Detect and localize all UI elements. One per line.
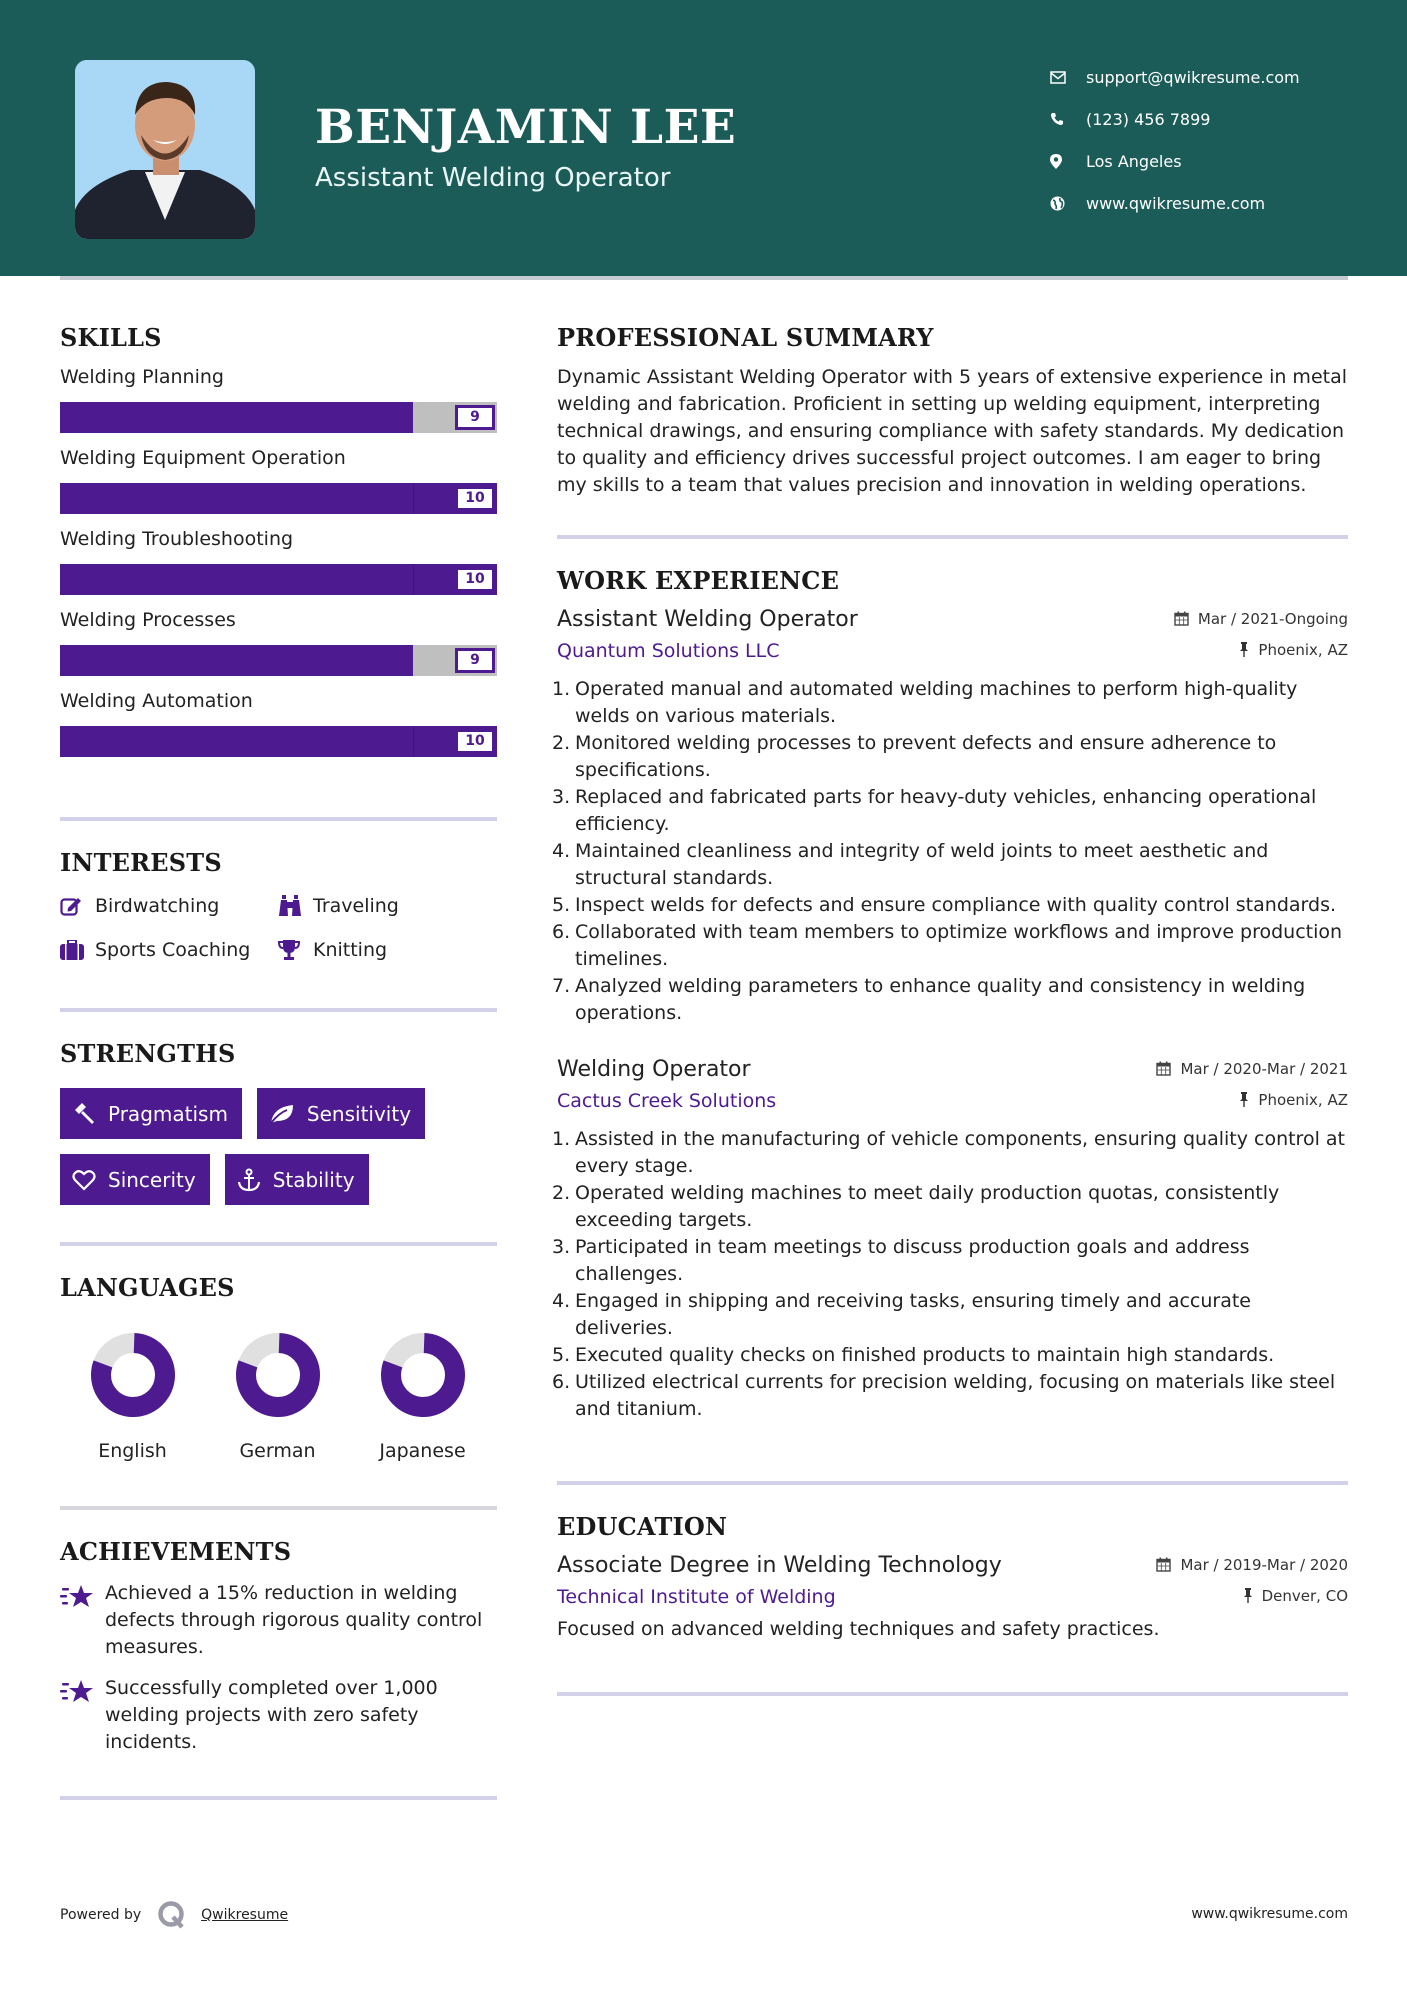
contact-location-text: Los Angeles [1086,151,1182,171]
pushpin-icon [1239,1092,1249,1107]
skill-bar [60,402,497,433]
section-divider [60,817,497,821]
heart-icon [72,1169,96,1191]
summary-text: Dynamic Assistant Welding Operator with 5 years of extensive experience in metal welding and fabrication. Proficient in setting up welding equipment, interpreting technical drawings, and ensuring compliance with safety standards. My dedication to quality and efficiency drives successful project outcomes. I am eager to bring my skills to a team that values precision and innovation in welding operations. [557,366,1348,496]
interest-label: Knitting [313,939,388,961]
left-column [60,300,497,1800]
education-section [557,1512,1348,1640]
powered-by-label: Powered by [60,1907,142,1923]
leaf-icon [269,1103,295,1125]
skill-bar-segment [413,564,414,595]
interest-item [60,935,278,965]
job-bullet: 2. Monitored welding processes to prevent defects and ensure adherence to specifications. [552,732,1277,781]
interest-label: Birdwatching [95,895,220,917]
skill-bar-segment [413,483,414,514]
job-bullet: 1. Assisted in the manufacturing of vehicle components, ensuring quality control at every stage. [552,1128,1345,1177]
pushpin-icon [1239,642,1249,657]
job-title: Assistant Welding Operator [557,607,858,632]
contact-website-text: www.qwikresume.com [1086,193,1266,213]
calendar-icon [1156,1061,1171,1076]
job-location [1239,641,1348,659]
job-bullets [552,676,1348,1027]
achievements-section [60,1537,497,1756]
globe-icon [1050,196,1086,211]
candidate-name: BENJAMIN LEE [315,100,737,155]
skill-bar [60,645,497,676]
language-level-donut [235,1332,321,1418]
job-location-text: Phoenix, AZ [1258,1090,1348,1109]
contact-email-text: support@qwikresume.com [1086,67,1300,87]
resume-header [0,0,1407,276]
achievements-title: ACHIEVEMENTS [60,1537,292,1566]
education-description: Focused on advanced welding techniques and safety practices. [557,1618,1160,1640]
skill-label: Welding Equipment Operation [60,447,346,469]
contact-email[interactable] [1050,56,1300,98]
footer-website-link[interactable]: www.qwikresume.com [1191,1906,1348,1922]
language-label: English [98,1440,167,1462]
map-pin-icon [1050,154,1086,169]
skill-bar [60,564,497,595]
pushpin-icon [1243,1588,1253,1603]
section-divider [557,535,1348,539]
edit-icon [60,895,95,917]
language-item [60,1332,205,1462]
header-divider [60,276,1348,280]
job-dates-text: Mar / 2021-Ongoing [1197,609,1348,628]
skill-item [60,609,497,676]
education-location-text: Denver, CO [1261,1586,1348,1605]
job-bullet: 6. Utilized electrical currents for precision welding, focusing on materials like steel and titanium. [552,1371,1336,1420]
job-bullet: 1. Operated manual and automated welding machines to perform high-quality welds on various materials. [552,678,1298,727]
job-entry [552,607,1348,1027]
skills-section [60,323,497,757]
trophy-icon [278,939,313,961]
contact-list [1050,56,1300,224]
skill-bar [60,483,497,514]
calendar-icon [1174,611,1189,626]
company-name: Quantum Solutions LLC [557,640,780,662]
section-divider [557,1692,1348,1696]
contact-website[interactable] [1050,182,1300,224]
interest-label: Traveling [313,895,399,917]
degree-title: Associate Degree in Welding Technology [557,1553,1002,1578]
language-item [350,1332,495,1462]
strength-label: Stability [272,1167,355,1192]
experience-section [552,566,1348,1423]
skills-title: SKILLS [60,323,162,352]
skill-score: 9 [455,405,495,430]
job-bullet: 4. Maintained cleanliness and integrity of weld joints to meet aesthetic and structural standards. [552,840,1269,889]
achievement-text: Successfully completed over 1,000 welding projects with zero safety incidents. [105,1677,438,1753]
summary-title: PROFESSIONAL SUMMARY [557,323,934,352]
qwikresume-link[interactable]: Qwikresume [201,1907,289,1923]
language-level-donut [380,1332,466,1418]
profile-photo [75,60,255,239]
education-title: EDUCATION [557,1512,728,1541]
strength-badge [60,1154,210,1205]
job-bullets [552,1126,1348,1423]
education-dates [1156,1556,1348,1574]
languages-title: LANGUAGES [60,1273,235,1302]
language-label: German [239,1440,316,1462]
skill-bar [60,726,497,757]
section-divider [557,1481,1348,1485]
section-divider [60,1008,497,1012]
footer-powered-by [60,1900,288,1930]
summary-section [557,323,1348,499]
interests-section [60,848,497,965]
interest-item [278,891,478,921]
job-bullet: 4. Engaged in shipping and receiving tasks, ensuring timely and accurate deliveries. [552,1290,1251,1339]
contact-phone[interactable] [1050,98,1300,140]
interests-title: INTERESTS [60,848,222,877]
education-dates-text: Mar / 2019-Mar / 2020 [1180,1555,1348,1574]
job-bullet: 5. Executed quality checks on finished products to maintain high standards. [552,1344,1275,1366]
strengths-section [60,1039,497,1205]
job-bullet: 2. Operated welding machines to meet daily production quotas, consistently exceeding targets. [552,1182,1280,1231]
job-location-text: Phoenix, AZ [1258,640,1348,659]
section-divider [60,1796,497,1800]
school-name: Technical Institute of Welding [557,1586,836,1608]
skill-label: Welding Processes [60,609,236,631]
phone-icon [1050,112,1086,126]
strength-label: Sincerity [108,1167,196,1192]
strength-label: Pragmatism [108,1101,228,1126]
skill-score: 10 [455,567,495,592]
qwikresume-logo-icon [157,1900,187,1930]
candidate-role: Assistant Welding Operator [315,163,671,193]
strengths-title: STRENGTHS [60,1039,236,1068]
skill-item [60,447,497,514]
company-name: Cactus Creek Solutions [557,1090,777,1112]
achievement-text: Achieved a 15% reduction in welding defects through rigorous quality control measures. [105,1582,483,1658]
achievement-item [60,1675,497,1756]
language-level-donut [90,1332,176,1418]
binoculars-icon [278,895,313,917]
job-dates [1156,1060,1348,1078]
job-entry [552,1057,1348,1423]
section-divider [60,1506,497,1510]
skill-score: 9 [455,648,495,673]
shooting-star-icon [60,1580,105,1661]
suitcase-icon [60,940,95,960]
experience-title: WORK EXPERIENCE [557,566,840,595]
contact-location [1050,140,1300,182]
job-bullet: 5. Inspect welds for defects and ensure compliance with quality control standards. [552,894,1337,916]
achievement-item [60,1580,497,1661]
job-dates [1174,610,1348,628]
interest-item [60,891,278,921]
strength-badge [257,1088,425,1139]
right-column [552,300,1348,1696]
job-bullet: 6. Collaborated with team members to optimize workflows and improve production timelines. [552,921,1343,970]
strength-badge [225,1154,369,1205]
skill-item [60,366,497,433]
job-bullet: 3. Replaced and fabricated parts for heavy-duty vehicles, enhancing operational efficiency. [552,786,1317,835]
language-label: Japanese [379,1440,466,1462]
shooting-star-icon [60,1675,105,1756]
language-item [205,1332,350,1462]
strength-badge [60,1088,242,1139]
contact-phone-text: (123) 456 7899 [1086,109,1211,129]
skill-label: Welding Troubleshooting [60,528,294,550]
interest-item [278,935,478,965]
job-title: Welding Operator [557,1057,751,1082]
gavel-icon [72,1102,96,1126]
job-bullet: 7. Analyzed welding parameters to enhance quality and consistency in welding operations. [552,975,1306,1024]
interest-label: Sports Coaching [95,939,251,961]
calendar-icon [1156,1557,1171,1572]
skill-bar-segment [413,726,414,757]
languages-section [60,1273,497,1462]
job-dates-text: Mar / 2020-Mar / 2021 [1180,1059,1348,1078]
strength-label: Sensitivity [306,1101,412,1126]
skill-label: Welding Automation [60,690,253,712]
section-divider [60,1242,497,1246]
job-bullet: 3. Participated in team meetings to discuss production goals and address challenges. [552,1236,1250,1285]
anchor-icon [237,1168,261,1192]
skill-score: 10 [455,729,495,754]
envelope-icon [1050,71,1086,84]
skill-label: Welding Planning [60,366,224,388]
skill-score: 10 [455,486,495,511]
skill-item [60,528,497,595]
skill-item [60,690,497,757]
job-location [1239,1091,1348,1109]
education-location [1243,1587,1348,1605]
